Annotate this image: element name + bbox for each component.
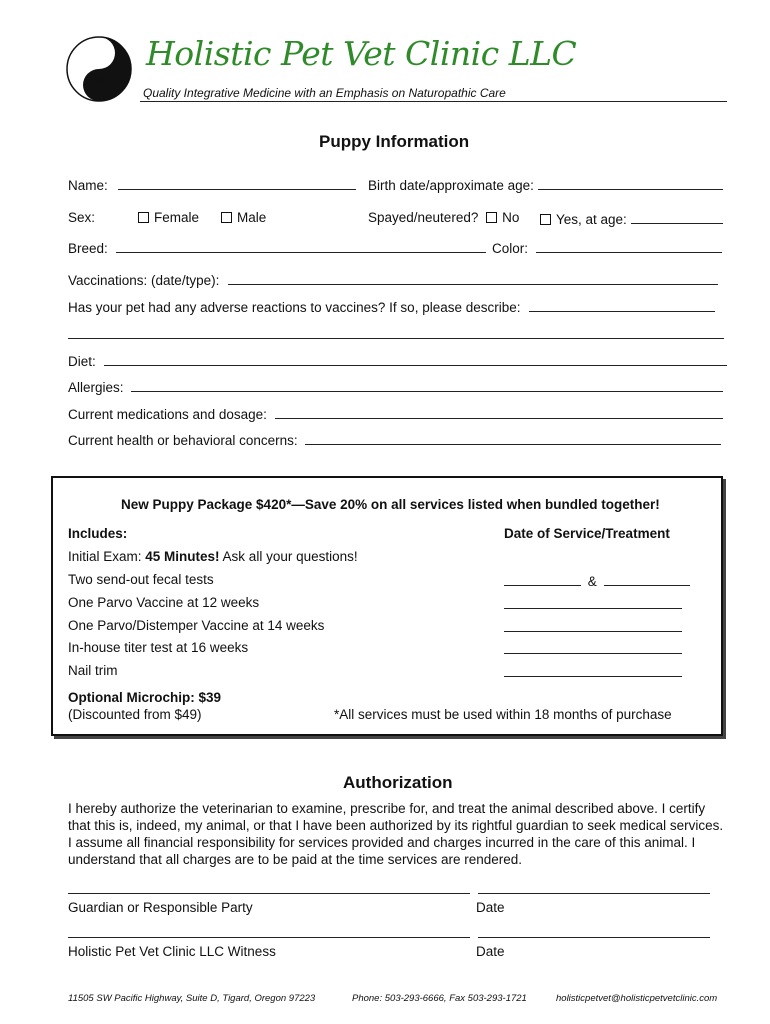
diet-row: [68, 352, 727, 369]
medications-row: [68, 405, 723, 422]
package-headline: New Puppy Package $420*—Save 20% on all services listed when bundled together!: [121, 497, 660, 512]
birth-label: Birth date/approximate age:: [368, 178, 534, 193]
female-label: Female: [154, 210, 200, 225]
guardian-date-line[interactable]: [478, 893, 710, 894]
yin-yang-paw-logo: [66, 36, 132, 102]
allergies-label: Allergies:: [68, 380, 124, 395]
reactions-field-2[interactable]: [68, 325, 724, 339]
titer-date[interactable]: [504, 640, 682, 654]
witness-date-label: Date: [476, 944, 505, 959]
birth-field[interactable]: [538, 176, 723, 190]
footer-email: holisticpetvet@holisticpetvetclinic.com: [556, 993, 718, 1004]
expiry-note: *All services must be used within 18 months of purchase: [334, 707, 672, 722]
fecal-date-1[interactable]: [504, 572, 581, 586]
parvo-12-date[interactable]: [504, 595, 682, 609]
male-option[interactable]: [221, 210, 266, 225]
microchip-note: (Discounted from $49): [68, 707, 202, 722]
footer-address: 11505 SW Pacific Highway, Suite D, Tigard, Oregon 97223: [68, 993, 316, 1004]
witness-date-line[interactable]: [478, 937, 710, 938]
guardian-date-label: Date: [476, 900, 505, 915]
clinic-name: Holistic Pet Vet Clinic LLC: [146, 34, 577, 73]
nail-trim-date-row: [504, 663, 682, 680]
parvo-12-date-row: [504, 595, 682, 612]
spayed-label: Spayed/neutered?: [368, 210, 479, 225]
reactions-continue-row: [68, 325, 724, 342]
male-checkbox[interactable]: [221, 212, 232, 223]
titer-date-row: [504, 640, 682, 657]
name-row: [68, 176, 356, 193]
diet-field[interactable]: [104, 352, 727, 366]
clinic-tagline: Quality Integrative Medicine with an Emphasis on Naturopathic Care: [143, 86, 506, 100]
medications-label: Current medications and dosage:: [68, 407, 267, 422]
female-option[interactable]: [138, 210, 199, 225]
color-field[interactable]: [536, 239, 722, 253]
sex-label: Sex:: [68, 210, 96, 225]
puppy-package-box: [51, 476, 723, 736]
package-item-fecal: Two send-out fecal tests: [68, 572, 214, 587]
breed-label: Breed:: [68, 241, 108, 256]
witness-label: Holistic Pet Vet Clinic LLC Witness: [68, 944, 276, 959]
spayed-yes-label: Yes, at age:: [556, 212, 627, 227]
fecal-date-2[interactable]: [604, 572, 690, 586]
package-item-titer: In-house titer test at 16 weeks: [68, 640, 249, 655]
female-checkbox[interactable]: [138, 212, 149, 223]
vaccinations-row: [68, 271, 718, 288]
breed-field[interactable]: [116, 239, 486, 253]
authorization-title: Authorization: [343, 773, 453, 792]
includes-label: Includes:: [68, 526, 128, 541]
guardian-signature-line[interactable]: [68, 893, 470, 894]
spayed-yes-row: [540, 210, 723, 227]
witness-signature-line[interactable]: [68, 937, 470, 938]
microchip-label: Optional Microchip: $39: [68, 690, 222, 705]
reactions-row: [68, 298, 715, 315]
initial-exam-duration: 45 Minutes!: [145, 549, 220, 564]
breed-row: [68, 239, 486, 256]
parvo-distemper-date[interactable]: [504, 618, 682, 632]
concerns-row: [68, 431, 721, 448]
allergies-field[interactable]: [131, 378, 723, 392]
initial-exam-item: [68, 549, 358, 564]
parvo-distemper-date-row: [504, 618, 682, 635]
spayed-age-field[interactable]: [631, 210, 723, 224]
initial-exam-prefix: Initial Exam:: [68, 549, 146, 564]
spayed-no-label: No: [502, 210, 520, 225]
header-divider: [140, 101, 727, 102]
spayed-yes-checkbox[interactable]: [540, 214, 551, 225]
name-field[interactable]: [118, 176, 356, 190]
package-item-parvo-distemper: One Parvo/Distemper Vaccine at 14 weeks: [68, 618, 325, 633]
date-of-service-header: Date of Service/Treatment: [504, 526, 670, 541]
color-row: [492, 239, 722, 256]
male-label: Male: [237, 210, 267, 225]
guardian-label: Guardian or Responsible Party: [68, 900, 253, 915]
footer-phone: Phone: 503-293-6666, Fax 503-293-1721: [352, 993, 527, 1004]
concerns-field[interactable]: [305, 431, 721, 445]
medications-field[interactable]: [275, 405, 723, 419]
authorization-text: I hereby authorize the veterinarian to examine, prescribe for, and treat the animal described above. I certify that this is, indeed, my animal, or that I have been authorized by its rightful guardian to seek medical services. I assume all financial responsibility for services provided and charges incurred in the care of this animal. I understand that all charges are to be paid at the time services are rendered.: [68, 801, 724, 867]
concerns-label: Current health or behavioral concerns:: [68, 433, 298, 448]
fecal-date-fields: [504, 572, 690, 589]
nail-trim-date[interactable]: [504, 663, 682, 677]
puppy-info-title: Puppy Information: [319, 132, 470, 151]
initial-exam-suffix: Ask all your questions!: [219, 549, 358, 564]
birth-row: [368, 176, 723, 193]
diet-label: Diet:: [68, 354, 96, 369]
package-item-nail-trim: Nail trim: [68, 663, 118, 678]
package-item-parvo-12: One Parvo Vaccine at 12 weeks: [68, 595, 260, 610]
vaccinations-field[interactable]: [228, 271, 718, 285]
spayed-no-checkbox[interactable]: [486, 212, 497, 223]
color-label: Color:: [492, 241, 529, 256]
spayed-row: [368, 210, 519, 225]
reactions-label: Has your pet had any adverse reactions to vaccines? If so, please describe:: [68, 300, 521, 315]
ampersand: &: [587, 574, 597, 589]
reactions-field[interactable]: [529, 298, 715, 312]
name-label: Name:: [68, 178, 108, 193]
vaccinations-label: Vaccinations: (date/type):: [68, 273, 220, 288]
allergies-row: [68, 378, 723, 395]
